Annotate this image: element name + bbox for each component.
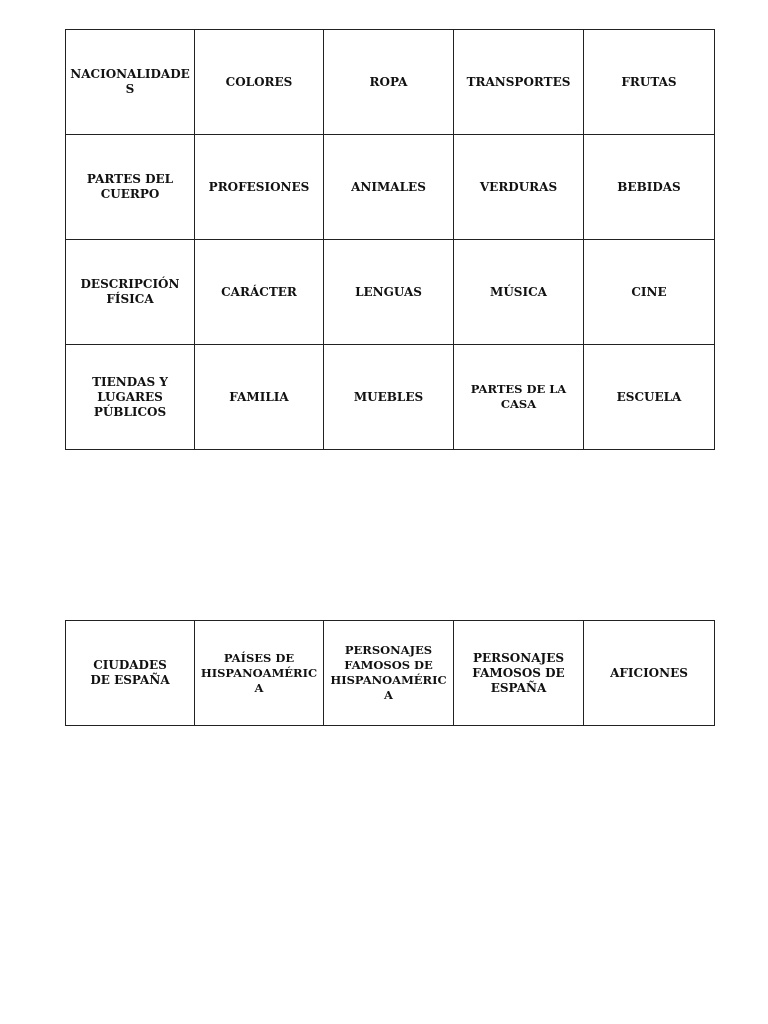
category-cell: LENGUAS — [324, 240, 454, 345]
category-cell: ROPA — [324, 30, 454, 135]
category-cell: CARÁCTER — [195, 240, 324, 345]
category-cell: BEBIDAS — [584, 135, 715, 240]
category-cell: NACIONALIDADES — [66, 30, 195, 135]
category-cell: FRUTAS — [584, 30, 715, 135]
category-cell: PROFESIONES — [195, 135, 324, 240]
category-cell: TIENDAS Y LUGARES PÚBLICOS — [66, 345, 195, 450]
category-cell: DESCRIPCIÓN FÍSICA — [66, 240, 195, 345]
category-cell: PAÍSES DE HISPANOAMÉRICA — [195, 621, 324, 726]
grid-row — [66, 621, 715, 726]
category-cell: COLORES — [195, 30, 324, 135]
culture-category-grid — [65, 620, 715, 726]
category-cell: AFICIONES — [584, 621, 715, 726]
category-cell: ANIMALES — [324, 135, 454, 240]
category-cell: PARTES DEL CUERPO — [66, 135, 195, 240]
category-cell: MUEBLES — [324, 345, 454, 450]
category-cell: PERSONAJES FAMOSOS DE HISPANOAMÉRICA — [324, 621, 454, 726]
category-cell: MÚSICA — [454, 240, 584, 345]
category-cell: CIUDADES DE ESPAÑA — [66, 621, 195, 726]
grid-row — [66, 30, 715, 135]
grid-row — [66, 240, 715, 345]
grid-row — [66, 135, 715, 240]
category-cell: PARTES DE LA CASA — [454, 345, 584, 450]
category-cell: VERDURAS — [454, 135, 584, 240]
category-cell: TRANSPORTES — [454, 30, 584, 135]
grid-row — [66, 345, 715, 450]
category-cell: FAMILIA — [195, 345, 324, 450]
category-cell: PERSONAJES FAMOSOS DE ESPAÑA — [454, 621, 584, 726]
vocabulary-category-grid — [65, 29, 715, 450]
category-cell: ESCUELA — [584, 345, 715, 450]
category-cell: CINE — [584, 240, 715, 345]
